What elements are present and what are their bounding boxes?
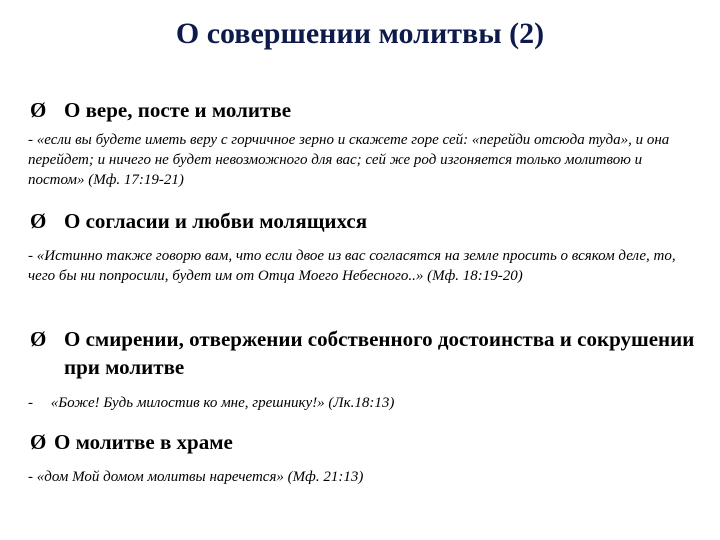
section-quote-faith-fasting-prayer [28,130,700,190]
section-heading-humility [30,325,700,381]
section-heading-temple-prayer [30,428,700,456]
dash-marker: - [28,132,33,148]
section-heading-text: О молитве в храме [54,430,233,454]
arrow-bullet-icon: Ø [30,327,47,351]
section-heading-faith-fasting-prayer [30,96,700,124]
section-quote-humility [28,393,700,413]
dash-marker: - [28,248,33,264]
slide-title: О совершении молитвы (2) [175,17,545,50]
section-quote-agreement-love [28,246,700,286]
quote-text: «если вы будете иметь веру с горчичное зерно и скажете горе сей: «перейди отсюда туда», и она перейдет; и ничего не будет невозможного для вас; сей же род изгоняется только молитвою и постом» (Мф. 17:19-21) [28,132,670,188]
section-quote-temple-prayer [28,467,700,487]
section-heading-agreement-love [30,207,700,235]
section-heading-text: О согласии и любви молящихся [64,209,368,233]
section-heading-text: О вере, посте и молитве [64,98,292,122]
arrow-bullet-icon: Ø [30,98,47,122]
quote-text: «Боже! Будь милостив ко мне, грешнику!» (Лк.18:13) [50,395,395,411]
dash-marker: - [28,469,33,485]
section-heading-text: О смирении, отвержении собственного достоинства и сокрушении при молитве [64,327,695,379]
quote-text: «Истинно также говорю вам, что если двое из вас согласятся на земле просить о всяком деле, то, чего бы ни попросили, будет им от Отца Моего Небесного..» (Мф. 18:19-20) [28,248,676,284]
quote-text: «дом Мой домом молитвы наречется» (Мф. 21:13) [36,469,364,485]
dash-marker: - [28,395,33,411]
arrow-bullet-icon: Ø [30,430,47,454]
arrow-bullet-icon: Ø [30,209,47,233]
